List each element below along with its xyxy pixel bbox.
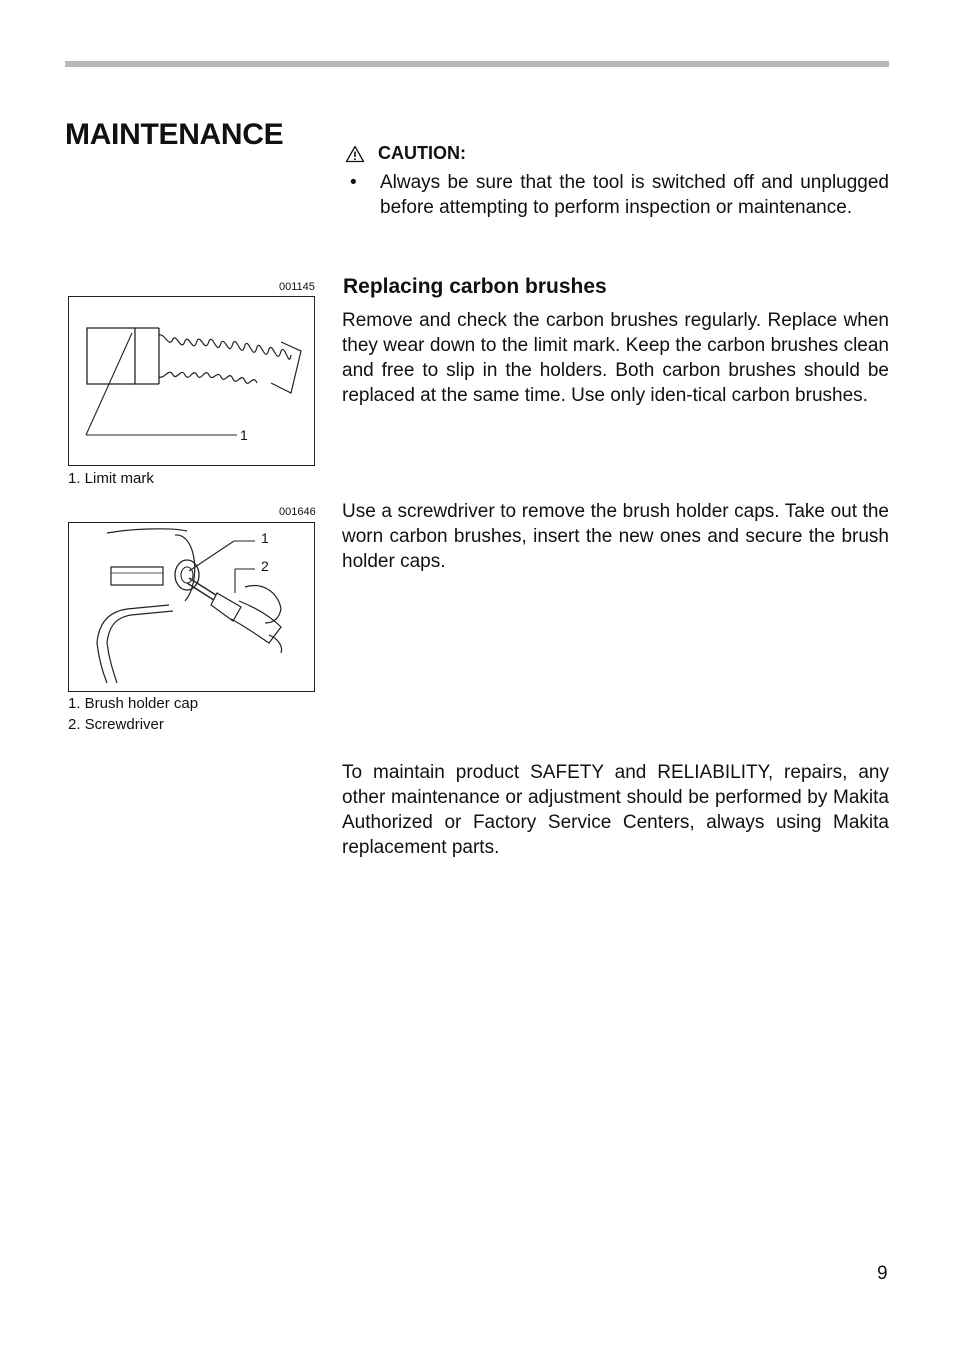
caution-label: CAUTION: <box>378 143 466 163</box>
callout-2: 2 <box>261 558 269 574</box>
figure-code: 001145 <box>279 281 315 293</box>
section-title: MAINTENANCE <box>65 118 284 151</box>
top-rule <box>65 61 889 67</box>
warning-triangle-icon <box>345 145 365 163</box>
figure-limit-mark <box>68 296 315 466</box>
callout-1: 1 <box>261 530 269 546</box>
subsection-heading: Replacing carbon brushes <box>343 275 607 298</box>
caption-screwdriver: 2. Screwdriver <box>68 716 164 733</box>
carbon-brushes-paragraph-2: Use a screwdriver to remove the brush holder caps. Take out the worn carbon brushes, insert the new ones and secure the brush holder caps. <box>342 501 889 572</box>
caution-list <box>342 170 889 220</box>
carbon-brush-illustration <box>69 297 314 465</box>
figure-1-captions <box>68 468 154 489</box>
callout-1: 1 <box>240 427 248 443</box>
caption-brush-holder-cap: 1. Brush holder cap <box>68 695 199 712</box>
carbon-brushes-paragraph-1: Remove and check the carbon brushes regularly. Replace when they wear down to the limit mark. Keep the carbon brushes clean and free to slip in the holders. Both carbon brushes should be replaced at the same time. Use only iden-tical carbon brushes. <box>342 310 889 406</box>
caution-header <box>345 143 466 164</box>
service-note-paragraph: To maintain product SAFETY and RELIABILITY, repairs, any other maintenance or adjustment should be performed by Makita Authorized or Factory Service Centers, always using Makita replacement parts. <box>342 762 889 858</box>
screwdriver-illustration <box>69 523 314 691</box>
figure-2-captions <box>68 693 198 735</box>
page-number: 9 <box>877 1263 888 1284</box>
caption-limit-mark: 1. Limit mark <box>68 470 154 487</box>
figure-code: 001646 <box>279 506 316 518</box>
figure-brush-holder-cap <box>68 522 315 692</box>
caution-item: • Always be sure that the tool is switched off and unplugged before attempting to perform inspection or maintenance. <box>342 170 889 220</box>
